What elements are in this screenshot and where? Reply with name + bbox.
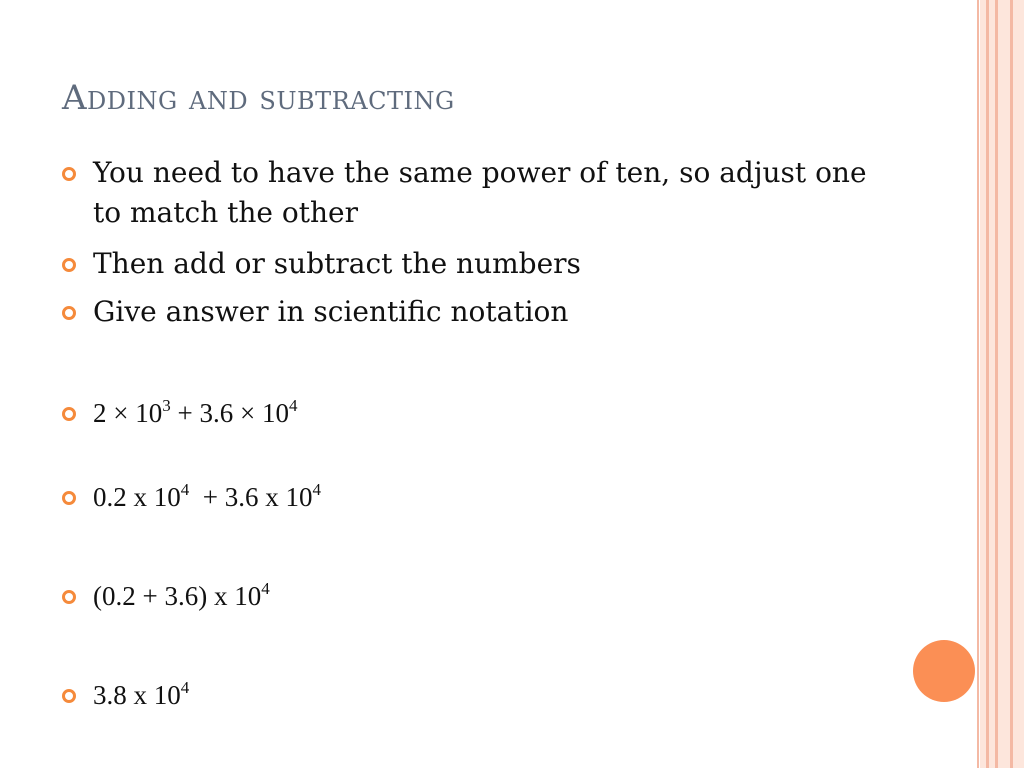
bullet-icon: [62, 258, 76, 272]
bullet-text: You need to have the same power of ten, so adjust one to match the other: [93, 156, 867, 229]
bullet-text: Give answer in scientific notation: [93, 295, 569, 328]
slide-title: Adding and subtracting: [62, 78, 455, 118]
math-term: 3.8 x 10: [93, 680, 181, 710]
bullet-icon: [62, 491, 76, 505]
math-exponent: 4: [180, 678, 190, 697]
math-exponent: 4: [312, 480, 321, 499]
math-term: + 3.6 x 10: [189, 482, 313, 512]
math-term: (0.2 + 3.6) x 10: [93, 581, 262, 611]
decorative-stripe: [1013, 0, 1024, 768]
bullet-icon: [62, 407, 76, 421]
math-term: + 3.6 × 10: [170, 398, 289, 428]
math-term: 0.2 x 10: [93, 482, 181, 512]
math-exponent: 4: [288, 396, 298, 415]
math-expression: [93, 477, 893, 521]
decorative-stripe: [977, 0, 979, 768]
math-expression: [93, 675, 893, 719]
math-expression: [93, 393, 893, 437]
bullet-icon: [62, 167, 76, 181]
decorative-circle: [913, 640, 975, 702]
bullet-text: Then add or subtract the numbers: [93, 247, 581, 280]
decorative-stripe: [998, 0, 1010, 768]
bullet-icon: [62, 306, 76, 320]
math-term: 2 × 10: [93, 398, 163, 428]
math-exponent: 4: [180, 480, 190, 499]
bullet-icon: [62, 590, 76, 604]
math-exponent: 3: [162, 396, 171, 415]
bullet-icon: [62, 689, 76, 703]
math-exponent: 4: [261, 579, 270, 598]
math-expression: [93, 576, 893, 620]
